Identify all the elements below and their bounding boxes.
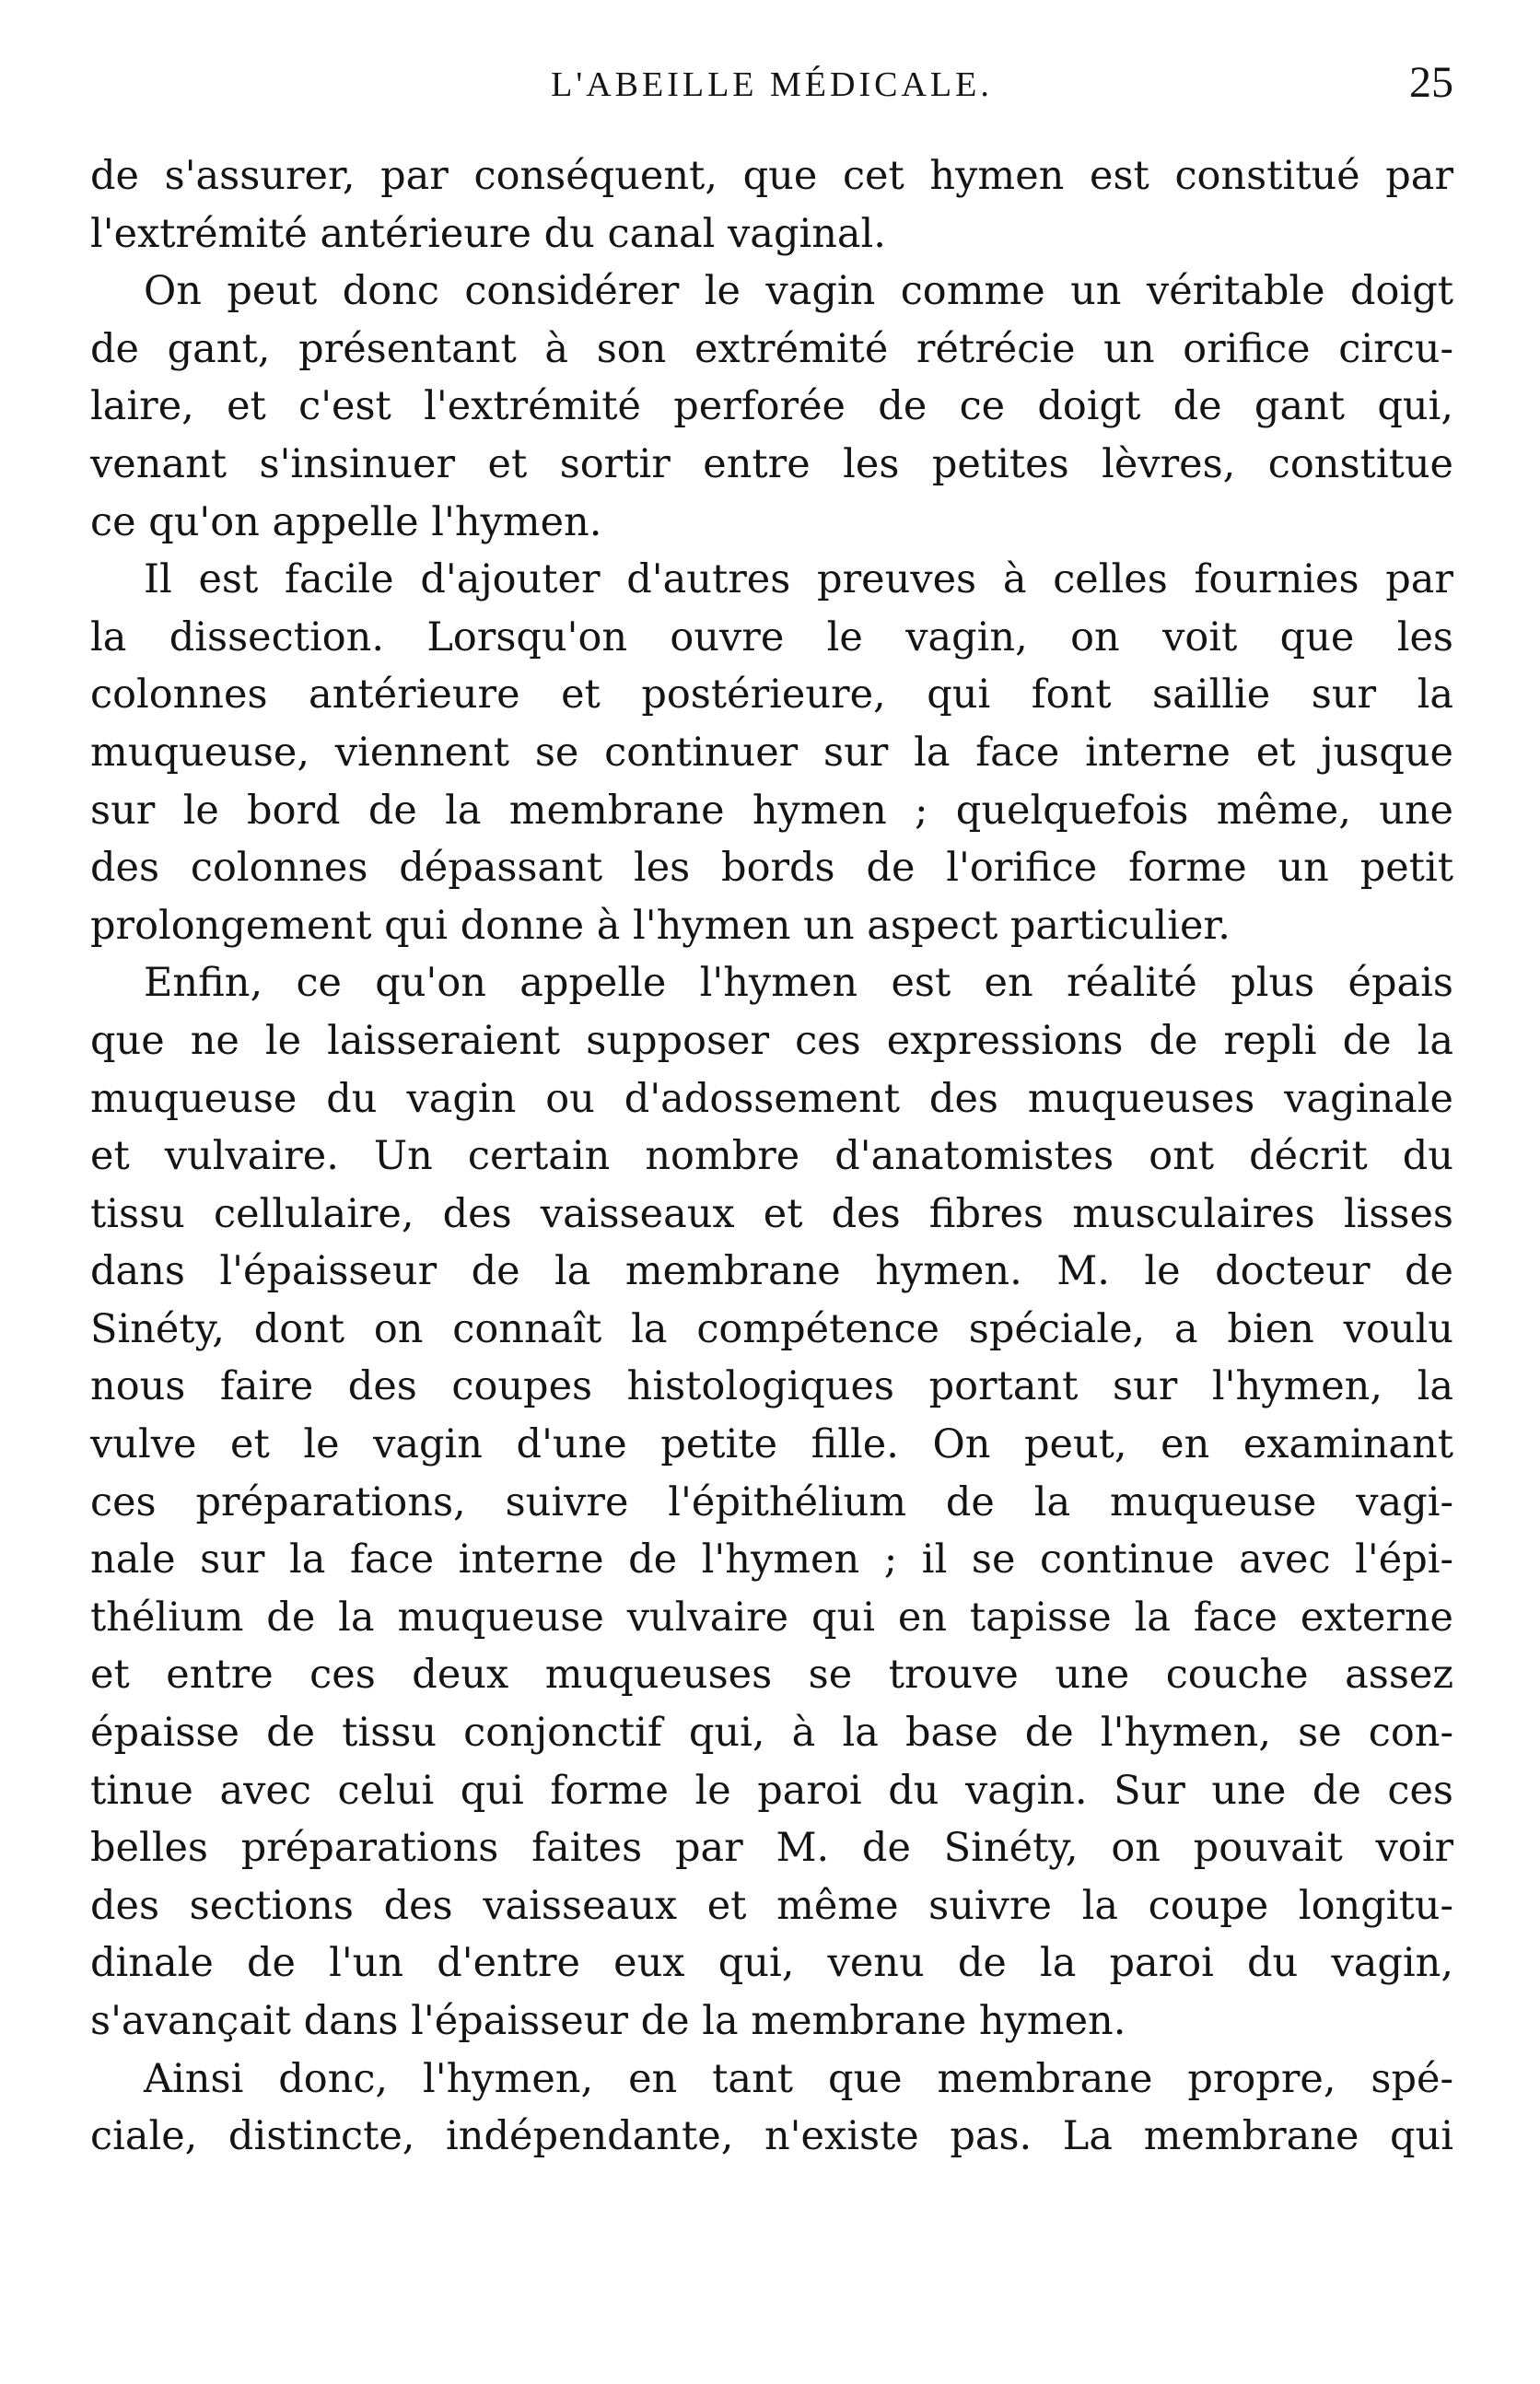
text-line: venant s'insinuer et sortir entre les petites lèvres, constitue — [90, 440, 1453, 487]
text-line: la dissection. Lorsqu'on ouvre le vagin, on voit que les — [90, 614, 1453, 660]
page-header — [90, 57, 1453, 131]
text-line: dans l'épaisseur de la membrane hymen. M. le docteur de — [90, 1248, 1453, 1295]
text-line: dinale de l'un d'entre eux qui, venu de la paroi du vagin, — [90, 1940, 1453, 1987]
text-line: prolongement qui donne à l'hymen un aspect particulier. — [90, 902, 1231, 949]
text-line: Il est facile d'ajouter d'autres preuves à celles fournies par — [144, 556, 1453, 603]
paragraph — [90, 263, 1453, 551]
text-line: ces préparations, suivre l'épithélium de la muqueuse vagi- — [90, 1478, 1453, 1525]
text-line: muqueuse, viennent se continuer sur la face interne et jusque — [90, 729, 1453, 776]
text-line: ciale, distincte, indépendante, n'existe pas. La membrane qui — [90, 2113, 1453, 2160]
paragraph — [90, 551, 1453, 954]
text-line: colonnes antérieure et postérieure, qui font saillie sur la — [90, 672, 1453, 719]
text-line: des colonnes dépassant les bords de l'orifice forme un petit — [90, 845, 1453, 892]
text-line: Sinéty, dont on connaît la compétence spéciale, a bien voulu — [90, 1305, 1453, 1352]
text-line: que ne le laisseraient supposer ces expressions de repli de la — [90, 1017, 1453, 1064]
text-line: de s'assurer, par conséquent, que cet hymen est constitué par — [90, 153, 1453, 199]
text-line: épaisse de tissu conjonctif qui, à la base de l'hymen, se con- — [90, 1710, 1453, 1757]
text-line: et entre ces deux muqueuses se trouve une couche assez — [90, 1652, 1453, 1699]
text-line: thélium de la muqueuse vulvaire qui en tapisse la face externe — [90, 1594, 1453, 1641]
text-line: s'avançait dans l'épaisseur de la membrane hymen. — [90, 1998, 1126, 2044]
paragraph — [90, 954, 1453, 2050]
text-line: sur le bord de la membrane hymen ; quelquefois même, une — [90, 787, 1453, 834]
running-title: L'ABEILLE MÉDICALE. — [551, 65, 993, 104]
text-line: laire, et c'est l'extrémité perforée de ce doigt de gant qui, — [90, 383, 1453, 430]
page-number: 25 — [1409, 58, 1453, 107]
text-line: tinue avec celui qui forme le paroi du vagin. Sur une de ces — [90, 1767, 1453, 1814]
text-line: belles préparations faites par M. de Sinéty, on pouvait voir — [90, 1825, 1453, 1872]
text-line: ce qu'on appelle l'hymen. — [90, 498, 602, 545]
paragraph — [90, 147, 1453, 263]
text-line: l'extrémité antérieure du canal vaginal. — [90, 210, 886, 257]
text-line: Ainsi donc, l'hymen, en tant que membrane propre, spé- — [144, 2055, 1453, 2102]
text-line: vulve et le vagin d'une petite fille. On peut, en examinant — [90, 1421, 1453, 1468]
text-line: tissu cellulaire, des vaisseaux et des fibres musculaires lisses — [90, 1190, 1453, 1237]
text-line: muqueuse du vagin ou d'adossement des muqueuses vaginale — [90, 1075, 1453, 1122]
paragraph — [90, 2051, 1453, 2166]
text-line: On peut donc considérer le vagin comme un véritable doigt — [144, 268, 1453, 315]
text-line: nale sur la face interne de l'hymen ; il se continue avec l'épi- — [90, 1537, 1453, 1583]
text-line: et vulvaire. Un certain nombre d'anatomistes ont décrit du — [90, 1133, 1453, 1180]
text-line: des sections des vaisseaux et même suivre la coupe longitu- — [90, 1882, 1453, 1929]
book-page — [90, 57, 1453, 2351]
text-line: nous faire des coupes histologiques portant sur l'hymen, la — [90, 1363, 1453, 1410]
text-line: Enfin, ce qu'on appelle l'hymen est en réalité plus épais — [144, 960, 1453, 1007]
body-text — [90, 147, 1453, 2166]
text-line: de gant, présentant à son extrémité rétrécie un orifice circu- — [90, 325, 1453, 372]
